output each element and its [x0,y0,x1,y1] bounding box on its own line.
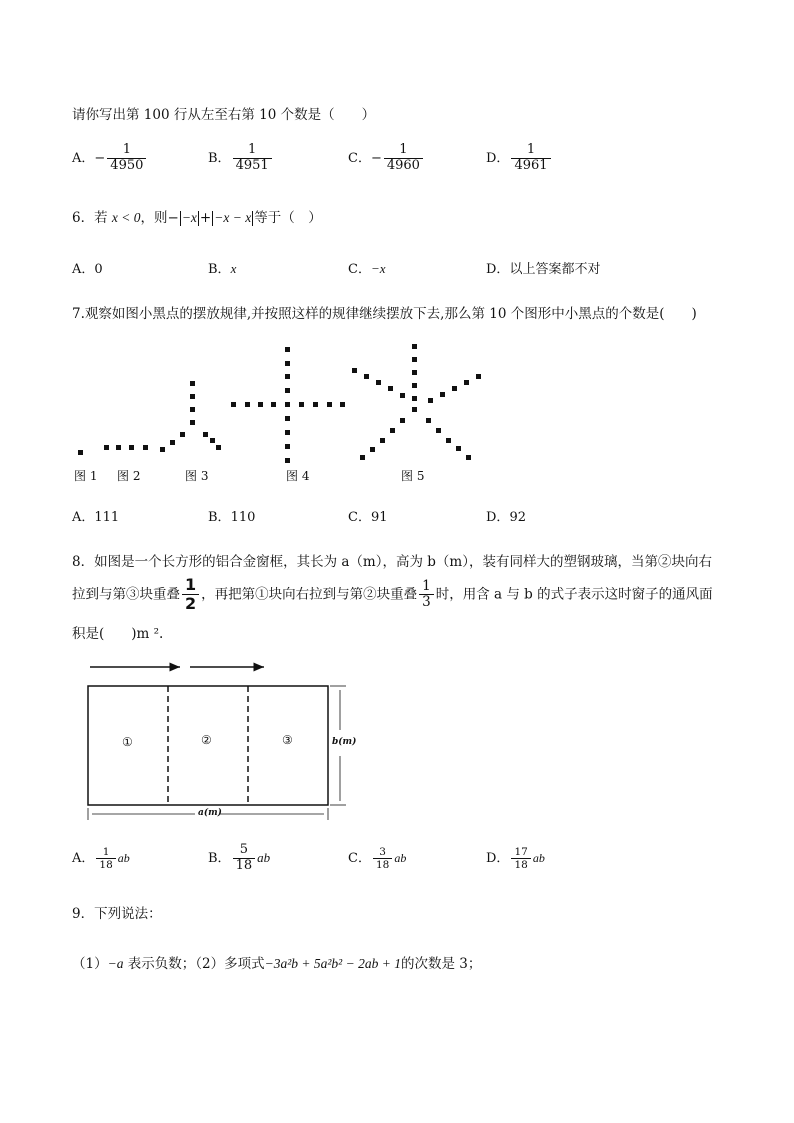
q8-line-3: 积是( )m ². [72,626,164,642]
panel-label-3: ③ [282,733,293,747]
q8-line-2: 拉到与第③块重叠 $\frac{1}{2}$ ，再把第①块向右拉到与第②块重叠 $\frac{1}{3}$ 时，用含 a 与 b 的式子表示这时窗子的通风面 [72,575,713,614]
fraction: $\frac{1}{4950}$ [107,143,146,174]
q6-stem: 6．若 x < 0，则− −x + −x − x 等于（ ） [72,210,322,226]
figure-label-1: 图 1 [74,469,98,483]
figure-label-3: 图 3 [185,469,209,483]
q7-option-a[interactable]: A．111 [72,510,120,525]
figure-label-2: 图 2 [117,469,141,483]
fraction-half: $\frac{1}{2}$ [182,576,199,614]
q7-stem: 7.观察如图小黑点的摆放规律,并按照这样的规律继续摆放下去,那么第 10 个图形中小黑点的个数是( ) [72,306,697,322]
q7-option-c[interactable]: C．91 [348,510,388,525]
q6-option-b[interactable]: B．x [208,261,237,277]
q6-option-d[interactable]: D．以上答案都不对 [486,262,601,277]
q7-option-d[interactable]: D．92 [486,510,526,525]
q8-option-b[interactable]: B． $\frac{5}{18}$ ab [208,842,271,873]
q9-line-1: （1）−a 表示负数；（2）多项式−3a²b + 5a²b² − 2ab + 1的次数是 3； [72,956,482,972]
q8-line-1: 8．如图是一个长方形的铝合金窗框，其长为 a（m），高为 b（m），装有同样大的塑钢玻璃，当第②块向右 [72,554,712,570]
fraction: $\frac{1}{4951}$ [233,143,272,174]
panel-label-2: ② [201,733,212,747]
q6-option-c[interactable]: C．−x [348,261,386,277]
q5-stem: 请你写出第 100 行从左至右第 10 个数是（ ） [72,107,376,123]
fraction-third: $\frac{1}{3}$ [419,579,434,611]
fraction: $\frac{1}{4960}$ [384,143,423,174]
height-label: b(m) [332,737,357,747]
fraction: $\frac{1}{4961}$ [511,143,550,174]
q8-option-d[interactable]: D． $\frac{17}{18}$ ab [486,846,545,872]
q9-stem: 9．下列说法： [72,906,162,922]
q5-option-a[interactable]: A．− $\frac{1}{4950}$ [72,143,148,174]
width-label: a(m) [198,808,222,818]
panel-label-1: ① [122,735,133,749]
q5-option-d[interactable]: D． $\frac{1}{4961}$ [486,143,553,174]
q5-option-b[interactable]: B． $\frac{1}{4951}$ [208,143,274,174]
q6-option-a[interactable]: A．0 [72,262,103,277]
q8-option-c[interactable]: C． $\frac{3}{18}$ ab [348,846,407,872]
figure-label-4: 图 4 [286,469,310,483]
q5-option-c[interactable]: C．− $\frac{1}{4960}$ [348,143,425,174]
q8-option-a[interactable]: A． $\frac{1}{18}$ ab [72,846,130,872]
q7-option-b[interactable]: B．110 [208,510,256,525]
figure-label-5: 图 5 [401,469,425,483]
